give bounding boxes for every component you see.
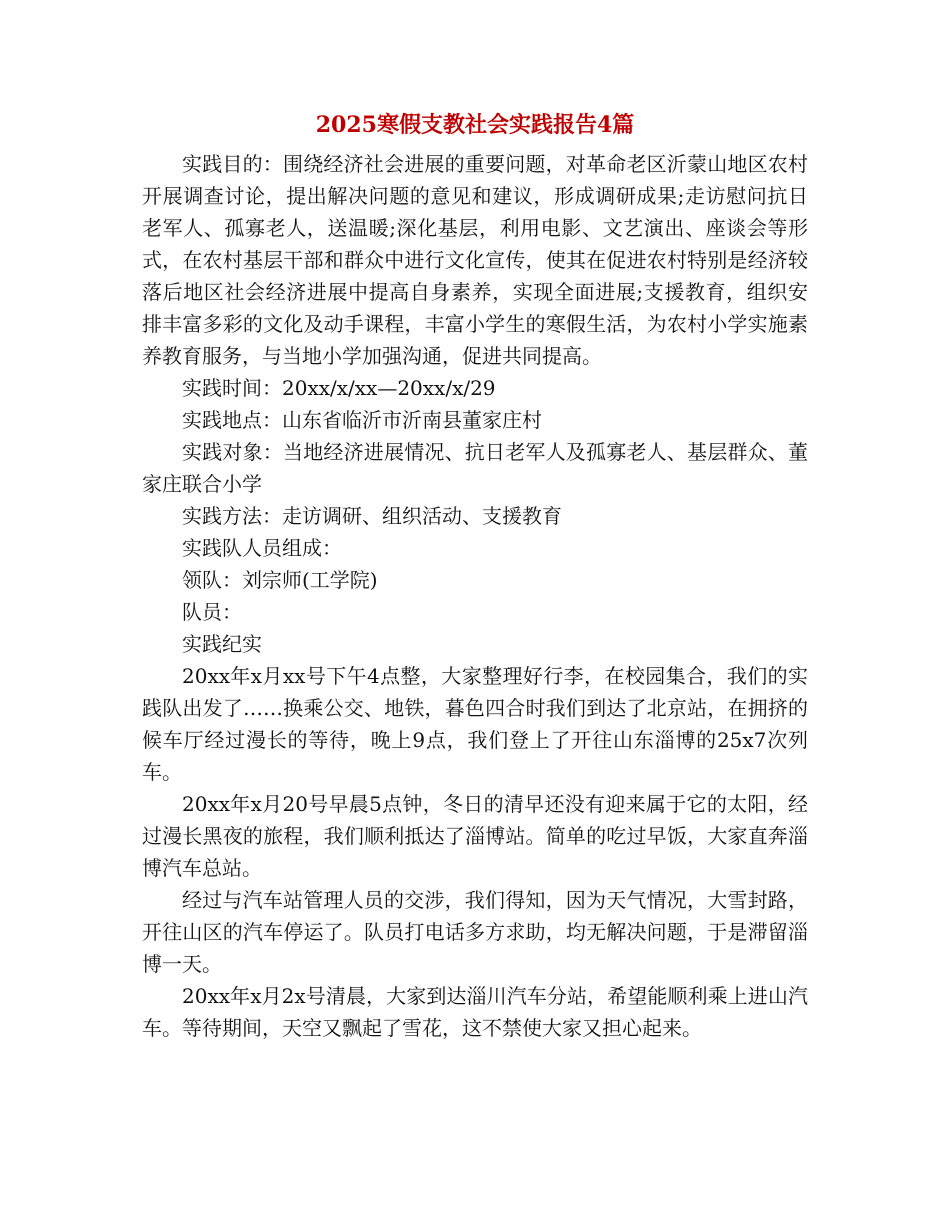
paragraph-delay: 经过与汽车站管理人员的交涉，我们得知，因为天气情况，大雪封路，开往山区的汽车停运了。队员打电话多方求助，均无解决问题，于是滞留淄博一天。 [142, 888, 808, 976]
paragraph-record-heading: 实践纪实 [182, 632, 262, 656]
document-body [142, 148, 808, 1044]
paragraph-targets: 实践对象：当地经济进展情况、抗日老军人及孤寡老人、基层群众、董家庄联合小学 [142, 440, 808, 496]
paragraph-location: 实践地点：山东省临沂市沂南县董家庄村 [182, 408, 542, 432]
paragraph-day-2: 20xx年x月20号早晨5点钟，冬日的清早还没有迎来属于它的太阳，经过漫长黑夜的旅程，我们顺利抵达了淄博站。简单的吃过早饭，大家直奔淄博汽车总站。 [142, 792, 808, 880]
paragraph-leader: 领队：刘宗师(工学院) [182, 568, 378, 592]
paragraph-methods: 实践方法：走访调研、组织活动、支援教育 [182, 504, 562, 528]
paragraph-members: 队员： [182, 600, 242, 624]
paragraph-team: 实践队人员组成： [182, 536, 342, 560]
paragraph-day-3: 20xx年x月2x号清晨，大家到达淄川汽车分站，希望能顺利乘上进山汽车。等待期间，天空又飘起了雪花，这不禁使大家又担心起来。 [142, 984, 808, 1040]
paragraph-purpose: 实践目的：围绕经济社会进展的重要问题，对革命老区沂蒙山地区农村开展调查讨论，提出解决问题的意见和建议，形成调研成果;走访慰问抗日老军人、孤寡老人，送温暖;深化基层，利用电影、文艺演出、座谈会等形式，在农村基层干部和群众中进行文化宣传，使其在促进农村特别是经济较落后地区社会经济进展中提高自身素养，实现全面进展;支援教育，组织安排丰富多彩的文化及动手课程，丰富小学生的寒假生活，为农村小学实施素养教育服务，与当地小学加强沟通，促进共同提高。 [142, 152, 808, 368]
paragraph-time: 实践时间：20xx/x/xx—20xx/x/29 [182, 376, 496, 400]
document-title: 2025寒假支教社会实践报告4篇 [315, 112, 635, 138]
paragraph-day-1: 20xx年x月xx号下午4点整，大家整理好行李，在校园集合，我们的实践队出发了……换乘公交、地铁，暮色四合时我们到达了北京站，在拥挤的候车厅经过漫长的等待，晚上9点，我们登上了开往山东淄博的25x7次列车。 [142, 664, 808, 784]
